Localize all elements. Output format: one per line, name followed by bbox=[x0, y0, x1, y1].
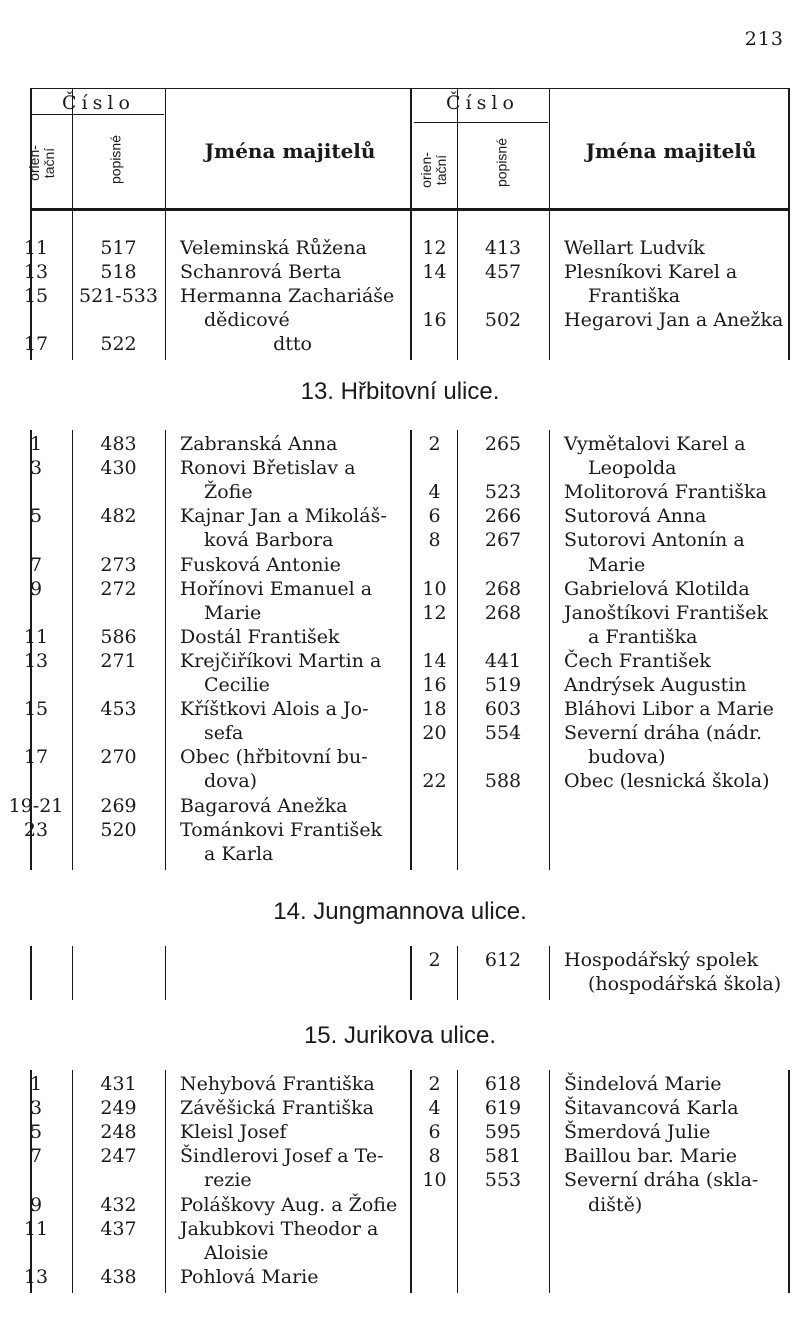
table-row bbox=[0, 794, 800, 818]
cell-p1: 453 bbox=[100, 698, 137, 721]
cell-p1: 270 bbox=[100, 746, 137, 769]
cell-o1: 15 bbox=[23, 698, 49, 721]
table-row bbox=[0, 528, 800, 552]
cell-p2: 595 bbox=[484, 1121, 522, 1144]
cell-p1: 273 bbox=[100, 553, 137, 576]
cell-n2: Baillou bar. Marie bbox=[564, 1145, 737, 1168]
cell-p1: 247 bbox=[100, 1145, 137, 1168]
table-row bbox=[0, 721, 800, 745]
cell-o1: 11 bbox=[23, 237, 49, 259]
street-section-title: 14. Jungmannova ulice. bbox=[273, 898, 527, 925]
table-row bbox=[0, 456, 800, 480]
cell-n1: Hermanna Zachariáše bbox=[180, 285, 395, 308]
cell-n1: Jakubkovi Theodor a bbox=[180, 1217, 379, 1240]
cell-o2: 2 bbox=[428, 1073, 441, 1095]
cell-o1: 11 bbox=[23, 1217, 49, 1240]
cell-p1: 483 bbox=[100, 433, 137, 455]
table-row bbox=[0, 332, 800, 356]
cell-o2: 6 bbox=[428, 1121, 441, 1144]
cell-p1: 520 bbox=[100, 818, 137, 841]
table-row bbox=[0, 601, 800, 625]
cell-o1: 3 bbox=[29, 457, 43, 480]
cell-o1: 1 bbox=[29, 1073, 43, 1095]
cell-n1: Nehybová Františka bbox=[180, 1073, 375, 1095]
cell-o2: 8 bbox=[428, 1145, 441, 1168]
table-row bbox=[0, 673, 800, 697]
cell-o2: 20 bbox=[422, 722, 447, 745]
cell-n2: Šitavancová Karla bbox=[564, 1097, 739, 1120]
cell-p1: 269 bbox=[100, 794, 137, 817]
cell-n2: Molitorová Františka bbox=[564, 481, 767, 504]
table-row bbox=[0, 769, 800, 793]
street-section-title: 13. Hřbitovní ulice. bbox=[300, 378, 500, 405]
orientacni-heading-left: orien- tační bbox=[26, 145, 57, 181]
jmena-majitelu-heading-left: Jména majitelů bbox=[204, 139, 376, 163]
cell-n1-ind: ková Barbora bbox=[204, 529, 334, 552]
cell-o1: 17 bbox=[23, 746, 49, 769]
cell-n2: Šindelová Marie bbox=[564, 1073, 722, 1095]
cell-p2: 618 bbox=[484, 1073, 522, 1095]
cell-p2: 554 bbox=[484, 722, 522, 745]
cell-o1: 9 bbox=[29, 577, 43, 600]
cell-p1: 432 bbox=[100, 1193, 137, 1216]
cell-p2: 413 bbox=[484, 237, 522, 259]
cell-o2: 10 bbox=[422, 577, 447, 600]
cell-p2: 267 bbox=[484, 529, 522, 552]
orientacni-heading-right: orien- tační bbox=[418, 152, 449, 188]
cell-o2: 16 bbox=[422, 309, 447, 332]
cell-n2: Vymětalovi Karel a bbox=[564, 433, 746, 455]
cell-o2: 12 bbox=[422, 237, 447, 259]
cell-n1-ind: dova) bbox=[204, 770, 258, 793]
cell-o1: 3 bbox=[29, 1097, 43, 1120]
page-number: 213 bbox=[744, 28, 784, 50]
cell-n2: Janoštíkovi František bbox=[564, 601, 768, 624]
cell-o1: 13 bbox=[23, 261, 49, 284]
cell-p1: 586 bbox=[100, 625, 137, 648]
cell-n1-ind: dědicové bbox=[204, 309, 290, 332]
cell-n2: Bláhovi Libor a Marie bbox=[564, 698, 774, 721]
table-row bbox=[0, 1241, 800, 1265]
cell-p2: 441 bbox=[484, 649, 522, 672]
cell-o2: 16 bbox=[422, 674, 447, 696]
cell-o1: 11 bbox=[23, 625, 49, 648]
cell-p2: 553 bbox=[484, 1169, 522, 1192]
cell-o1: 17 bbox=[23, 333, 49, 356]
table-row bbox=[0, 1265, 800, 1289]
table-row bbox=[0, 1168, 800, 1192]
cell-o1: 23 bbox=[23, 818, 49, 841]
cell-p1: 438 bbox=[100, 1265, 137, 1288]
cell-p2: 268 bbox=[484, 577, 522, 600]
cell-o2: 12 bbox=[422, 601, 447, 624]
cell-o1: 19-21 bbox=[8, 794, 64, 817]
street-section-title: 15. Jurikova ulice. bbox=[303, 1022, 497, 1049]
cell-o1: 13 bbox=[23, 1265, 49, 1288]
cell-n2: Čech František bbox=[564, 649, 711, 672]
cell-n2: Šmerdová Julie bbox=[564, 1121, 711, 1144]
cell-o2: 14 bbox=[422, 649, 447, 672]
cell-p1: 272 bbox=[100, 577, 137, 600]
cell-p2: 266 bbox=[484, 505, 522, 528]
center-rule bbox=[410, 88, 412, 208]
orient-popis-rule-left bbox=[72, 114, 73, 208]
cell-n2: Severní dráha (skla- bbox=[564, 1169, 759, 1192]
cell-p2: 268 bbox=[484, 601, 522, 624]
cell-o1: 5 bbox=[29, 1121, 43, 1144]
cell-n1: Bagarová Anežka bbox=[180, 794, 348, 817]
cell-o2: 14 bbox=[422, 261, 447, 284]
cell-n1: Poláškovy Aug. a Žofie bbox=[180, 1193, 398, 1216]
table-row bbox=[0, 697, 800, 721]
cell-n1: Hořínovi Emanuel a bbox=[180, 577, 373, 600]
cell-n1: Dostál František bbox=[180, 625, 340, 648]
cell-p2: 265 bbox=[484, 433, 522, 455]
table-row bbox=[0, 1096, 800, 1120]
cell-p2: 523 bbox=[484, 481, 522, 504]
popis-name-rule-right bbox=[549, 88, 550, 208]
cell-p2: 603 bbox=[484, 698, 522, 721]
table-row bbox=[0, 1144, 800, 1168]
cell-n1: Ronovi Břetislav a bbox=[180, 457, 356, 480]
cell-n1: Obec (hřbitovní bu- bbox=[180, 746, 368, 769]
cislo-rule-right bbox=[414, 122, 548, 123]
cell-n1-ind: Cecilie bbox=[204, 674, 270, 696]
cell-p1: 271 bbox=[100, 649, 137, 672]
table-row bbox=[0, 842, 800, 866]
table-row bbox=[0, 553, 800, 577]
cell-o1: 15 bbox=[23, 285, 49, 308]
cell-n1: Schanrová Berta bbox=[180, 261, 342, 284]
cell-n1: Kajnar Jan a Mikoláš- bbox=[180, 505, 387, 528]
popisne-heading-right: popisné bbox=[493, 137, 510, 188]
table-row bbox=[0, 1120, 800, 1144]
cell-n1-ind: a Karla bbox=[204, 842, 274, 865]
cell-n1-ind: Aloisie bbox=[204, 1241, 269, 1264]
cell-n2: Plesníkovi Karel a bbox=[564, 261, 738, 284]
cell-o2: 2 bbox=[428, 433, 441, 455]
cell-n2: Severní dráha (nádr. bbox=[564, 722, 763, 745]
cell-o1: 7 bbox=[29, 1145, 43, 1168]
cell-o1: 1 bbox=[29, 433, 43, 455]
cell-o1: 7 bbox=[29, 553, 43, 576]
table-row bbox=[0, 818, 800, 842]
table-row bbox=[0, 308, 800, 332]
right-border-rule bbox=[788, 88, 790, 208]
cell-p2: 502 bbox=[484, 309, 522, 332]
cell-n2-ind: diště) bbox=[588, 1193, 643, 1216]
cell-n1-ind: Marie bbox=[204, 601, 262, 624]
cell-o2: 22 bbox=[422, 770, 447, 793]
table-row bbox=[0, 432, 800, 456]
popisne-heading-left: popisné bbox=[107, 134, 124, 185]
table-row bbox=[0, 625, 800, 649]
cell-n1-ind: rezie bbox=[204, 1169, 252, 1192]
cell-n1-ctr: dtto bbox=[273, 333, 312, 356]
cell-p1: 482 bbox=[100, 505, 137, 528]
cell-p2: 581 bbox=[484, 1145, 522, 1168]
cell-n1: Fusková Antonie bbox=[180, 553, 341, 576]
cell-p2: 457 bbox=[484, 261, 522, 284]
table-row bbox=[0, 745, 800, 769]
cell-n1: Krejčiříkovi Martin a bbox=[180, 649, 382, 672]
cell-o2: 2 bbox=[428, 949, 441, 971]
cell-p2: 619 bbox=[484, 1097, 522, 1120]
cell-p1: 437 bbox=[100, 1217, 137, 1240]
table-row bbox=[0, 1193, 800, 1217]
cell-p1: 249 bbox=[100, 1097, 137, 1120]
cell-p2: 588 bbox=[484, 770, 522, 793]
cell-n1: Pohlová Marie bbox=[180, 1265, 319, 1288]
table-row bbox=[0, 480, 800, 504]
cell-n2: Sutorovi Antonín a bbox=[564, 529, 745, 552]
cislo-heading-right: Číslo bbox=[446, 92, 519, 114]
cell-n2-ind: a Františka bbox=[588, 625, 698, 648]
cell-n2-ind: Leopolda bbox=[588, 457, 677, 480]
cell-n1: Kříštkovi Alois a Jo- bbox=[180, 698, 369, 721]
cell-n2-ind: budova) bbox=[588, 746, 666, 769]
cell-n1-ind: Žofie bbox=[204, 481, 253, 504]
cell-n1-ind: sefa bbox=[204, 722, 244, 745]
table-row bbox=[0, 284, 800, 308]
cislo-heading-left: Číslo bbox=[62, 92, 135, 114]
cell-n2: Sutorová Anna bbox=[564, 505, 707, 528]
cell-o1: 5 bbox=[29, 505, 43, 528]
cislo-rule-left bbox=[32, 114, 164, 115]
cell-o2: 4 bbox=[428, 481, 441, 504]
cell-n2: Obec (lesnická škola) bbox=[564, 770, 770, 793]
cell-n1: Zabranská Anna bbox=[180, 433, 338, 455]
cell-p1: 522 bbox=[100, 333, 137, 356]
popis-name-rule-left bbox=[165, 88, 166, 208]
cell-p2: 612 bbox=[484, 949, 522, 971]
orient-popis-rule-right bbox=[457, 88, 458, 208]
cell-n2: Wellart Ludvík bbox=[564, 237, 705, 259]
table-row bbox=[0, 649, 800, 673]
jmena-majitelu-heading-right: Jména majitelů bbox=[585, 139, 757, 163]
cell-n1: Šindlerovi Josef a Te- bbox=[180, 1145, 384, 1168]
cell-p1: 521-533 bbox=[79, 285, 158, 308]
cell-n2-ind: (hospodářská škola) bbox=[588, 973, 782, 996]
table-row bbox=[0, 260, 800, 284]
cell-n1: Závěšická Františka bbox=[180, 1097, 374, 1120]
cell-o2: 10 bbox=[422, 1169, 447, 1192]
cell-n2: Hegarovi Jan a Anežka bbox=[564, 309, 784, 332]
table-row bbox=[0, 504, 800, 528]
cell-p1: 248 bbox=[100, 1121, 137, 1144]
left-border-rule bbox=[30, 88, 32, 208]
cell-n1: Tománkovi František bbox=[180, 818, 383, 841]
cell-o2: 18 bbox=[422, 698, 447, 721]
cell-o1: 13 bbox=[23, 649, 49, 672]
cell-o2: 8 bbox=[428, 529, 441, 552]
cell-n2-ind: Františka bbox=[588, 285, 681, 308]
table-row bbox=[0, 948, 800, 972]
cell-n2: Hospodářský spolek bbox=[564, 949, 759, 971]
cell-p1: 430 bbox=[100, 457, 137, 480]
cell-p1: 431 bbox=[100, 1073, 137, 1095]
cell-o2: 6 bbox=[428, 505, 441, 528]
cell-n1: Veleminská Růžena bbox=[180, 237, 367, 259]
cell-p2: 519 bbox=[484, 674, 522, 696]
table-row bbox=[0, 972, 800, 996]
cell-n1: Kleisl Josef bbox=[180, 1121, 287, 1144]
table-row bbox=[0, 1217, 800, 1241]
table-row bbox=[0, 236, 800, 260]
table-row bbox=[0, 1072, 800, 1096]
cell-n2-ind: Marie bbox=[588, 553, 646, 576]
cell-p1: 518 bbox=[100, 261, 137, 284]
cell-p1: 517 bbox=[100, 237, 137, 259]
cell-n2: Gabrielová Klotilda bbox=[564, 577, 750, 600]
cell-o1: 9 bbox=[29, 1193, 43, 1216]
cell-o2: 4 bbox=[428, 1097, 441, 1120]
cell-n2: Andrýsek Augustin bbox=[564, 674, 747, 696]
table-row bbox=[0, 577, 800, 601]
